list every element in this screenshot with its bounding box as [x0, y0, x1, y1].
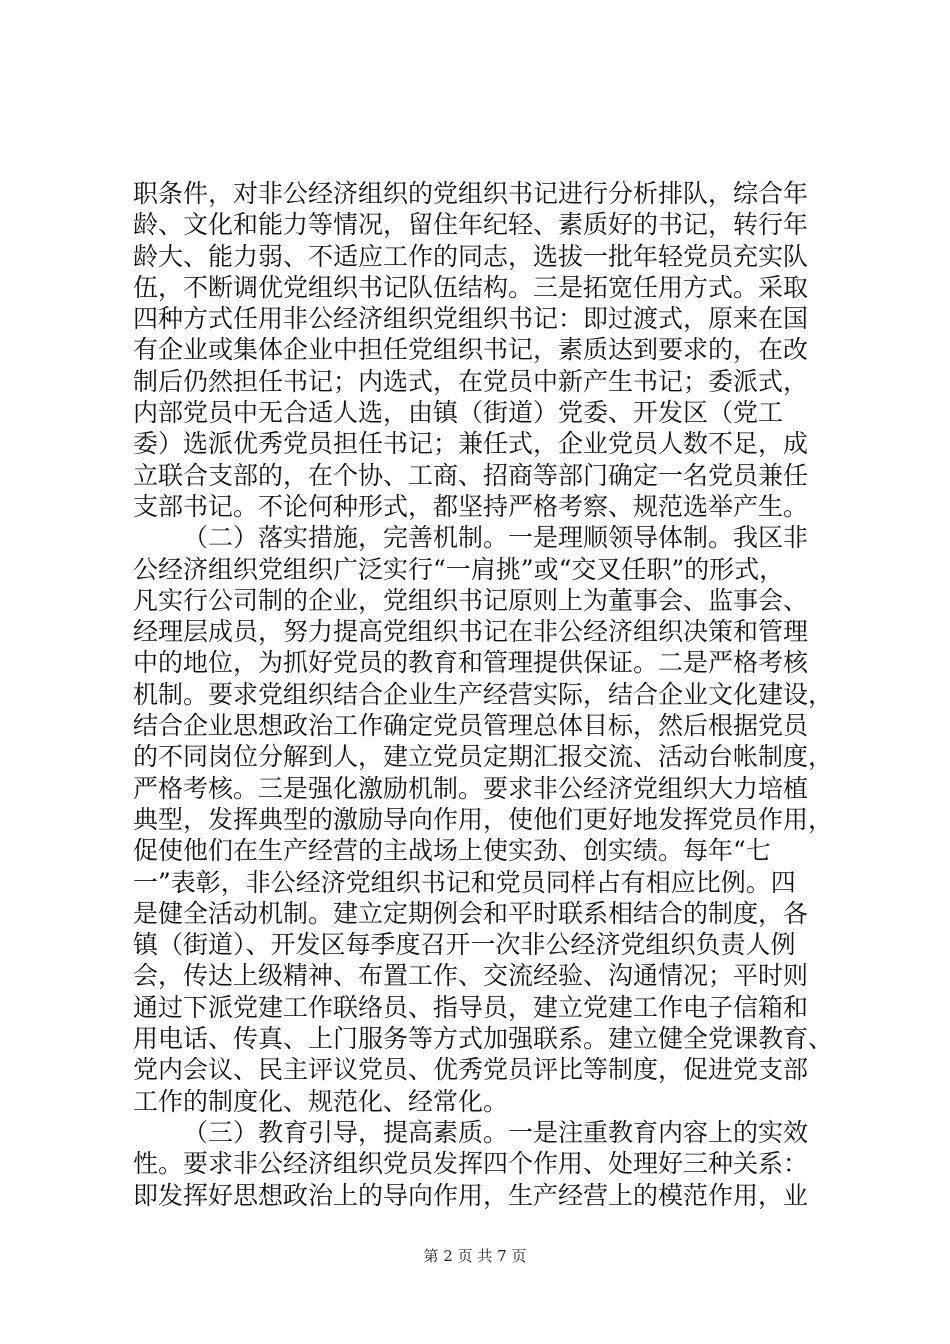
- text-line: 伍，不断调优党组织书记队伍结构。三是拓宽任用方式。采取: [133, 272, 809, 302]
- text-line: 党内会议、民主评议党员、优秀党员评比等制度，促进党支部: [133, 1055, 809, 1085]
- text-line: 严格考核。三是强化激励机制。要求非公经济党组织大力培植: [133, 773, 809, 803]
- text-line: 支部书记。不论何种形式，都坚持严格考察、规范选举产生。: [133, 491, 809, 521]
- text-line: 经理层成员，努力提高党组织书记在非公经济组织决策和管理: [133, 617, 809, 647]
- page-number: 第 2 页 共 7 页: [423, 1247, 527, 1265]
- text-line: 通过下派党建工作联络员、指导员，建立党建工作电子信箱和: [133, 992, 809, 1022]
- text-line: 结合企业思想政治工作确定党员管理总体目标，然后根据党员: [133, 711, 809, 741]
- section-heading-line: （二）落实措施，完善机制。一是理顺领导体制。我区非: [183, 523, 809, 553]
- text-line: 内部党员中无合适人选，由镇（街道）党委、开发区（党工: [133, 398, 784, 428]
- text-line: 立联合支部的，在个协、工商、招商等部门确定一名党员兼任: [133, 460, 809, 490]
- text-line: 凡实行公司制的企业，党组织书记原则上为董事会、监事会、: [133, 585, 809, 615]
- text-line: 的不同岗位分解到人，建立党员定期汇报交流、活动台帐制度，: [133, 742, 833, 772]
- text-line: 机制。要求党组织结合企业生产经营实际，结合企业文化建设，: [133, 679, 833, 709]
- text-line: 性。要求非公经济组织党员发挥四个作用、处理好三种关系：: [133, 1149, 809, 1179]
- text-line: 龄、文化和能力等情况，留住年纪轻、素质好的书记，转行年: [133, 210, 809, 240]
- text-line: 有企业或集体企业中担任党组织书记，素质达到要求的，在改: [133, 335, 809, 365]
- text-line: 中的地位，为抓好党员的教育和管理提供保证。二是严格考核: [133, 648, 809, 678]
- text-line: 镇（街道）、开发区每季度召开一次非公经济党组织负责人例: [133, 930, 796, 960]
- text-line: 即发挥好思想政治上的导向作用，生产经营上的模范作用，业: [133, 1180, 809, 1210]
- text-line: 一”表彰，非公经济党组织书记和党员同样占有相应比例。四: [133, 867, 796, 897]
- text-line: 促使他们在生产经营的主战场上使实劲、创实绩。每年“七: [133, 836, 771, 866]
- text-line: 职条件，对非公经济组织的党组织书记进行分析排队，综合年: [133, 179, 809, 208]
- text-line: 用电话、传真、上门服务等方式加强联系。建立健全党课教育、: [133, 1024, 833, 1054]
- text-line: 委）选派优秀党员担任书记；兼任式，企业党员人数不足，成: [133, 429, 809, 459]
- text-line: 四种方式任用非公经济组织党组织书记：即过渡式，原来在国: [133, 304, 809, 334]
- document-body: [133, 178, 833, 1211]
- text-line: 会，传达上级精神、布置工作、交流经验、沟通情况；平时则: [133, 961, 809, 991]
- text-line: 制后仍然担任书记；内选式，在党员中新产生书记；委派式，: [133, 366, 809, 396]
- text-line: 是健全活动机制。建立定期例会和平时联系相结合的制度，各: [133, 898, 809, 928]
- text-line: 公经济组织党组织广泛实行“一肩挑”或“交叉任职”的形式，: [133, 554, 785, 584]
- text-line: 工作的制度化、规范化、经常化。: [133, 1086, 509, 1116]
- text-line: 典型，发挥典型的激励导向作用，使他们更好地发挥党员作用，: [133, 804, 833, 834]
- text-line: 龄大、能力弱、不适应工作的同志，选拔一批年轻党员充实队: [133, 241, 809, 271]
- section-heading-line: （三）教育引导，提高素质。一是注重教育内容上的实效: [183, 1117, 809, 1147]
